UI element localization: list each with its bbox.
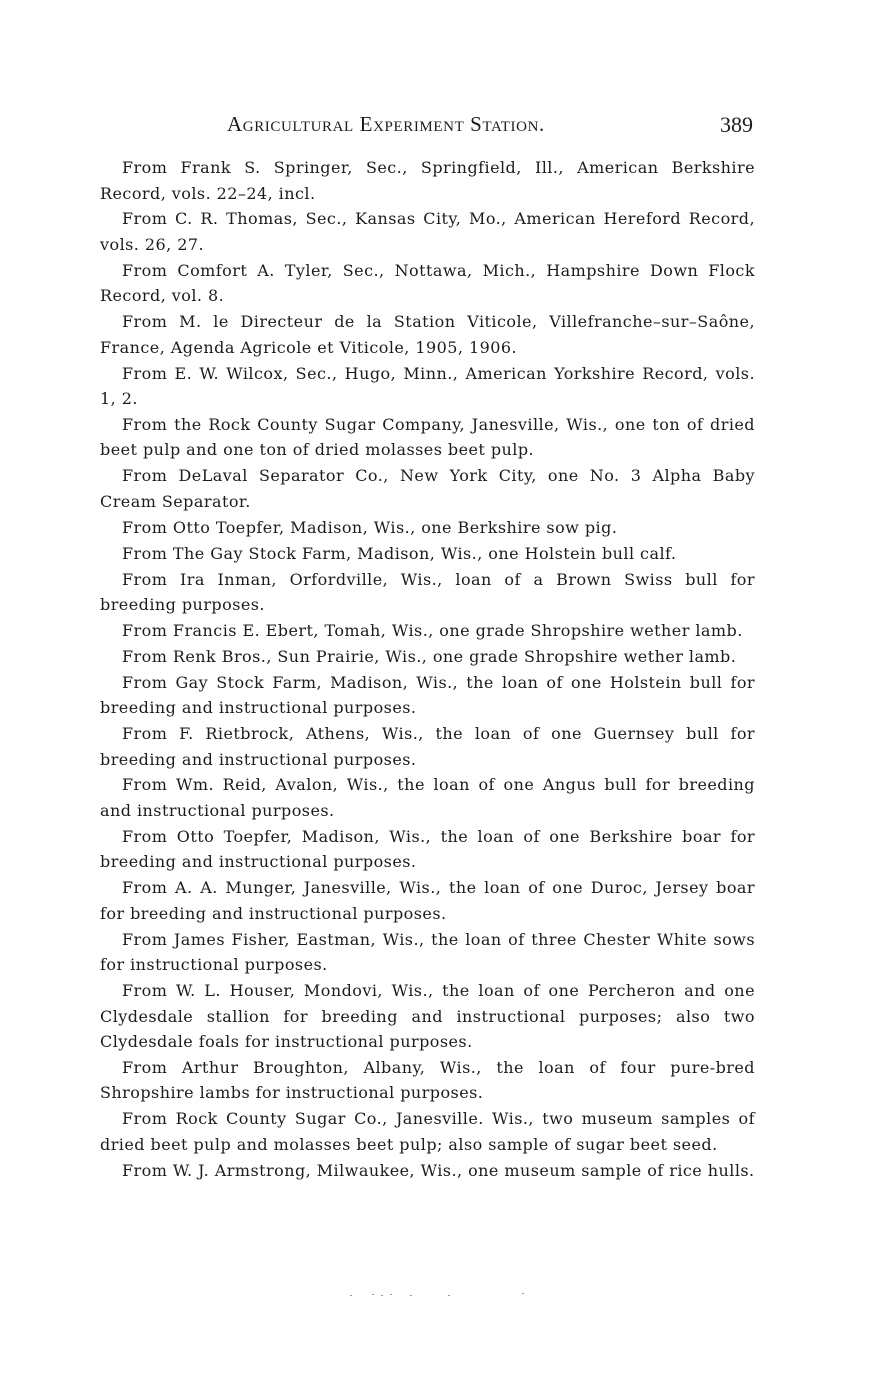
list-item: From the Rock County Sugar Company, Janesville, Wis., one ton of dried beet pulp and one ton of dried molasses beet pulp. <box>100 414 755 460</box>
list-item: From Otto Toepfer, Madison, Wis., one Berkshire sow pig. <box>122 517 618 537</box>
list-item: From M. le Directeur de la Station Viticole, Villefranche–sur–Saône, France, Agenda Agricole et Viticole, 1905, 1906. <box>100 312 755 357</box>
list-item: From F. Rietbrock, Athens, Wis., the loan of one Guernsey bull for breeding and instructional purposes. <box>100 724 755 769</box>
acknowledgment-list <box>100 155 755 1184</box>
list-item: From Arthur Broughton, Albany, Wis., the loan of four pure-bred Shropshire lambs for instructional purposes. <box>100 1057 755 1103</box>
list-item: From Frank S. Springer, Sec., Springfield, Ill., American Berkshire Record, vols. 22–24, incl. <box>100 158 755 203</box>
scan-specks <box>350 1291 550 1301</box>
list-item: From DeLaval Separator Co., New York City, one No. 3 Alpha Baby Cream Separator. <box>100 466 755 511</box>
list-item: From W. L. Houser, Mondovi, Wis., the loan of one Percheron and one Clydesdale stallion for breeding and instructional purposes; also two Clydesdale foals for instructional purposes. <box>100 981 755 1052</box>
running-head <box>100 112 755 142</box>
list-item: From Wm. Reid, Avalon, Wis., the loan of one Angus bull for breeding and instructional purposes. <box>100 775 755 820</box>
list-item: From Renk Bros., Sun Prairie, Wis., one grade Shropshire wether lamb. <box>122 646 737 666</box>
list-item: From Comfort A. Tyler, Sec., Nottawa, Mich., Hampshire Down Flock Record, vol. 8. <box>100 260 755 306</box>
list-item: From The Gay Stock Farm, Madison, Wis., one Holstein bull calf. <box>122 543 677 563</box>
list-item: From C. R. Thomas, Sec., Kansas City, Mo., American Hereford Record, vols. 26, 27. <box>100 209 755 254</box>
page-number: 389 <box>720 112 753 137</box>
list-item: From James Fisher, Eastman, Wis., the loan of three Chester White sows for instructional purposes. <box>100 929 755 975</box>
list-item: From Rock County Sugar Co., Janesville. Wis., two museum samples of dried beet pulp and molasses beet pulp; also sample of sugar beet seed. <box>100 1109 755 1154</box>
list-item: From Gay Stock Farm, Madison, Wis., the loan of one Holstein bull for breeding and instructional purposes. <box>100 672 755 718</box>
running-title: Agricultural Experiment Station. <box>227 112 545 136</box>
list-item: From Ira Inman, Orfordville, Wis., loan of a Brown Swiss bull for breeding purposes. <box>100 569 755 615</box>
list-item: From Francis E. Ebert, Tomah, Wis., one grade Shropshire wether lamb. <box>122 620 743 640</box>
list-item: From E. W. Wilcox, Sec., Hugo, Minn., American Yorkshire Record, vols. 1, 2. <box>100 363 755 409</box>
list-item: From A. A. Munger, Janesville, Wis., the loan of one Duroc, Jersey boar for breeding and instructional purposes. <box>100 878 755 923</box>
list-item: From Otto Toepfer, Madison, Wis., the loan of one Berkshire boar for breeding and instructional purposes. <box>100 826 755 872</box>
list-item: From W. J. Armstrong, Milwaukee, Wis., one museum sample of rice hulls. <box>122 1160 755 1180</box>
